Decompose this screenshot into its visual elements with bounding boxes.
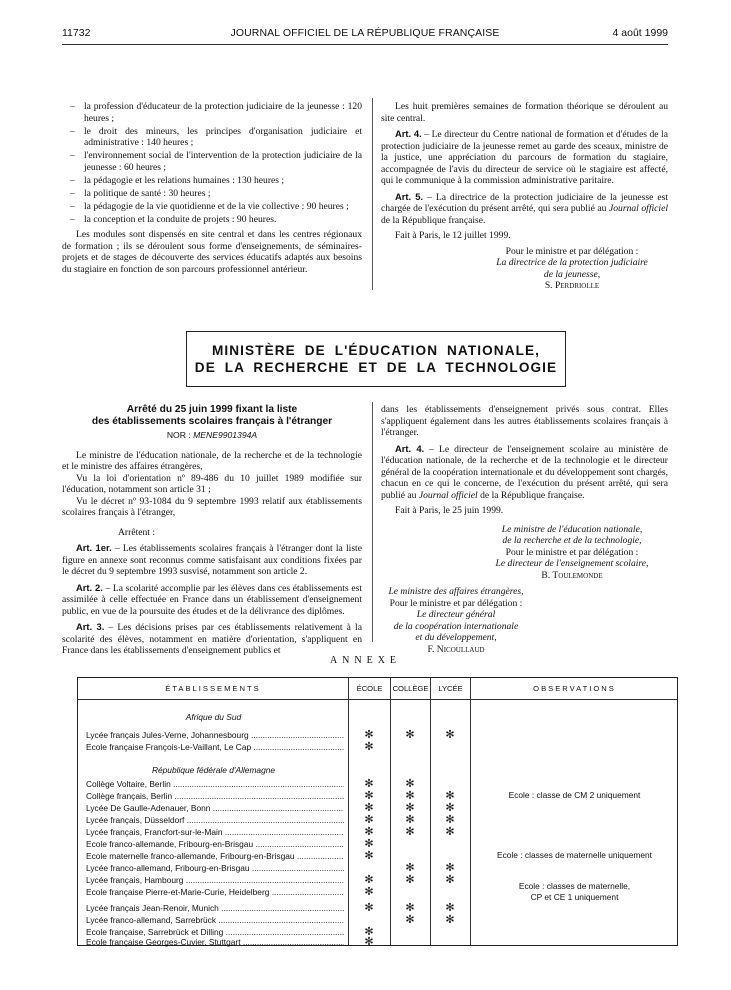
signatory-name: F. Nicoullaud	[427, 643, 485, 655]
column-header-observations: OBSERVATIONS	[533, 684, 616, 693]
annexe-heading: ANNEXE	[329, 655, 402, 666]
article-1: Art. 1er. – Les établissements scolaires français à l'étranger dont la liste figure en annexe sont reconnus comme satisfaisant aux conditions fixées par le décret du 9 septembre 1993 susvisé, notamment son article 2.	[62, 542, 362, 577]
list-item: – la politique de santé : 30 heures ;	[70, 187, 211, 199]
signature-block-1: Le ministre de l'éducation nationale, de la recherche et de la technologie, Pour le ministre et par délégation : Le directeur de l'enseignement scolaire, B. Toulemonde	[476, 524, 668, 582]
article-5: Art. 5. – La directrice de la protection judiciaire de la jeunesse est chargée de l'exécution du présent arrêté, qui sera publié au Journal officiel de la République française.	[381, 190, 669, 226]
arretent: Arrêtent :	[118, 526, 156, 538]
modules-paragraph: Les modules sont dispensés en site central et dans les centres régionaux de formation ; ils se déroulent sous forme d'enseignements, de séminaires-projets et de stages de découverte des services éducatifs adaptés aux besoins du stagiaire en fonction de son parcours professionnel antérieur.	[62, 229, 362, 275]
page-number: 11732	[62, 27, 91, 39]
table-row: Lycée franco-allemand, Fribourg-en-Brisgau ..... ✻ ✻	[78, 862, 678, 874]
observation: Ecole : classes de maternelle uniquement	[496, 850, 653, 860]
observation: Ecole : classe de CM 2 uniquement	[508, 790, 641, 800]
column-divider	[372, 402, 373, 642]
column-header-etablissements: ÉTABLISSEMENTS	[165, 684, 261, 693]
ministry-heading: MINISTÈRE DE L'ÉDUCATION NATIONALE, DE LA RECHERCHE ET DE LA TECHNOLOGIE	[186, 331, 566, 387]
list-item: – l'environnement social de l'intervention de la protection judiciaire de la jeunesse : 60 heures ;	[70, 150, 362, 173]
arrete-title: Arrêté du 25 juin 1999 fixant la liste des établissements scolaires français à l'étranger	[91, 404, 333, 427]
column-divider	[372, 98, 373, 290]
nor-reference: NOR : MENE9901394A	[166, 430, 258, 440]
intro-paragraph: Les huit premières semaines de formation théorique se déroulent au site central.	[381, 101, 668, 124]
article-4: Art. 4. – Le directeur du Centre national de formation et d'études de la protection judiciaire de la jeunesse remet au garde des sceaux, ministre de la justice, une appréciation du parcours de formation du stagiaire, accompagnée de l'avis du directeur de service où le stagiaire est affecté, qui le communique à la commission administrative paritaire.	[381, 128, 668, 186]
top-right-column	[381, 101, 668, 292]
table-row: Lycée français, Hambourg ..... ✻ ✻ ✻	[78, 874, 678, 886]
issue-date: 4 août 1999	[612, 27, 668, 39]
column-header-ecole: ÉCOLE	[356, 684, 383, 693]
date-signed: Fait à Paris, le 25 juin 1999.	[395, 505, 504, 516]
table-row: Ecole française, Sarrebrück et Dilling ..... ✻	[78, 926, 678, 938]
header-rule	[62, 44, 668, 45]
arrete-right-column	[381, 404, 668, 655]
signatory-name: B. Toulemonde	[541, 569, 603, 581]
table-row: Lycée De Gaulle-Adenauer, Bonn ..... ✻ ✻ ✻	[78, 802, 678, 814]
signatory-name: S. Perdriolle	[544, 280, 600, 291]
hours-list	[62, 101, 362, 225]
top-left-column	[62, 101, 362, 275]
annexe-table	[77, 677, 678, 946]
table-row: Lycée franco-allemand, Sarrebrück ..... ✻ ✻	[78, 914, 678, 926]
date-signed: Fait à Paris, le 12 juillet 1999.	[395, 230, 511, 241]
list-item: – la pédagogie de la vie quotidienne et de la vie collective : 90 heures ;	[70, 200, 349, 212]
signature-block: Pour le ministre et par délégation : La directrice de la protection judiciaire de la jeunesse, S. Perdriolle	[476, 246, 668, 292]
table-row: Collège Voltaire, Berlin ..... ✻ ✻	[78, 778, 678, 790]
table-row: Lycée français Jules-Verne, Johannesbourg ..... ✻ ✻ ✻	[78, 729, 678, 741]
column-header-lycee: LYCÉE	[438, 684, 463, 693]
list-item: – la conception et la conduite de projets : 90 heures.	[70, 213, 277, 225]
country-group: Afrique du Sud	[185, 712, 242, 722]
column-header-college: COLLÈGE	[392, 684, 429, 693]
signature-block-2: Le ministre des affaires étrangères, Pour le ministre et par délégation : Le directeur général de la coopération internationale et du développement, F. Nicoullaud	[381, 586, 531, 655]
list-item: – la pédagogie et les relations humaines : 130 heures ;	[70, 174, 285, 186]
list-item: – le droit des mineurs, les principes d'organisation judiciaire et administrative : 140 heures ;	[70, 125, 362, 148]
arrete-left-column: Arrêté du 25 juin 1999 fixant la liste des établissements scolaires français à l'étranger NOR : MENE9901394A Le ministre de l'éducation nationale, de la recherche et de la technologie et le ministre des affaires étrangères, Vu la loi d'orientation nº 89-486 du 10 juillet 1989 modifiée sur l'éducation, notamment son article 31 ; Vu le décret nº 93-1084 du 9 septembre 1993 relatif aux établissements scolaires français à l'étranger, Arrêtent : Art. 1er. – Les établissements scolaires français à l'étranger dont la liste figure en annexe sont reconnus comme satisfaisant aux conditions fixées par le décret du 9 septembre 1993 susvisé, notamment son article 2. Art. 2. – La scolarité accomplie par les élèves dans ces établissements est assimilée à celle effectuée en France dans un établissement d'enseignement public, en vue de la poursuite des études et de la délivrance des diplômes. Art. 3. – Les décisions prises par ces établissements relativement à la scolarité des élèves, notamment en matière d'orientation, s'appliquent en France dans les établissements d'enseignement publics et	[62, 404, 362, 656]
country-group: République fédérale d'Allemagne	[151, 765, 276, 775]
table-row: Ecole franco-allemande, Fribourg-en-Brisgau ..... ✻	[78, 838, 678, 850]
table-row: Ecole française Georges-Cuvier, Stuttgart ..... ✻	[78, 936, 678, 948]
article-3-continued: dans les établissements d'enseignement privés sous contrat. Elles s'appliquent également dans les autres établissements scolaires français à l'étranger.	[381, 404, 668, 438]
page-header	[62, 27, 668, 41]
list-item: – la profession d'éducateur de la protection judiciaire de la jeunesse : 120 heures ;	[70, 101, 362, 124]
table-row: Ecole française Pierre-et-Marie-Curie, Heidelberg ..... ✻	[78, 886, 678, 898]
table-row: Lycée français, Francfort-sur-le-Main ..... ✻ ✻ ✻	[78, 826, 678, 838]
table-row: Ecole française François-Le-Vaillant, Le Cap ..... ✻	[78, 741, 678, 753]
observation: Ecole : classes de maternelle, CP et CE 1 uniquement	[518, 881, 631, 902]
table-row: Lycée français, Düsseldorf ..... ✻ ✻ ✻	[78, 814, 678, 826]
journal-title: JOURNAL OFFICIEL DE LA RÉPUBLIQUE FRANÇAISE	[230, 27, 500, 39]
article-4: Art. 4. – Le directeur de l'enseignement scolaire au ministère de l'éducation nationale, de la recherche et de la technologie et le directeur général de la coopération internationale et du développement sont chargés, chacun en ce qui le concerne, de l'exécution du présent arrêté, qui sera publié au Journal officiel de la République française.	[381, 442, 668, 501]
table-row: Collège français, Berlin ..... ✻ ✻ ✻	[78, 790, 678, 802]
article-3: Art. 3. – Les décisions prises par ces établissements relativement à la scolarité des élèves, notamment en matière d'orientation, s'appliquent en France dans les établissements d'enseignement publics et	[62, 621, 362, 656]
article-2: Art. 2. – La scolarité accomplie par les élèves dans ces établissements est assimilée à celle effectuée en France dans un établissement d'enseignement public, en vue de la poursuite des études et de la délivrance des diplômes.	[62, 581, 362, 617]
table-row: Ecole maternelle franco-allemande, Fribourg-en-Brisgau ..... ✻	[78, 850, 678, 862]
table-row: Lycée français Jean-Renoir, Munich ..... ✻ ✻ ✻	[78, 902, 678, 914]
